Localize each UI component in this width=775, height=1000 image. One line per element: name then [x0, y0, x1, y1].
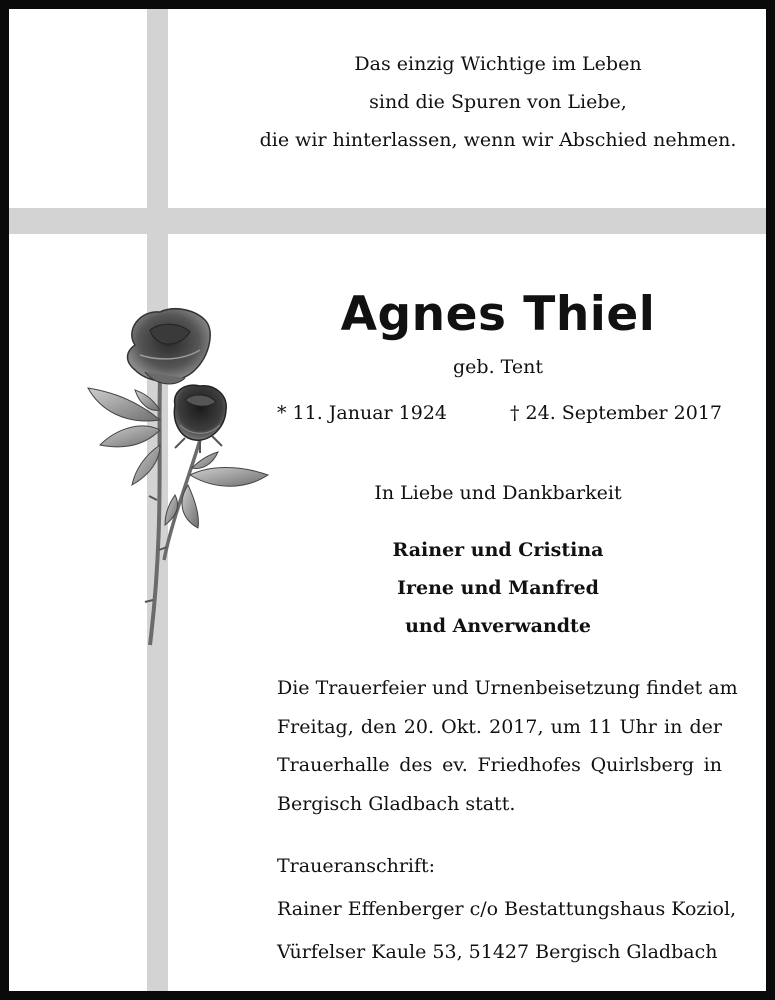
poem-line: sind die Spuren von Liebe,: [369, 91, 627, 113]
poem-line: Das einzig Wichtige im Leben: [354, 53, 642, 75]
mourners-list: [278, 531, 718, 645]
mourning-address: [277, 845, 737, 974]
ceremony-line: Trauerhalle des ev. Friedhofes Quirlsberg in: [277, 754, 722, 776]
ceremony-line: Bergisch Gladbach statt.: [277, 792, 516, 815]
ceremony-notice: [277, 669, 738, 823]
deceased-name: Agnes Thiel: [340, 287, 656, 342]
birth-name: geb. Tent: [453, 356, 543, 378]
ceremony-line: Die Trauerfeier und Urnenbeisetzung findet am: [277, 677, 738, 699]
rose-icon: [80, 300, 280, 660]
address-line: Rainer Effenberger c/o Bestattungshaus Koziol,: [277, 898, 737, 920]
mourner-line: Irene und Manfred: [397, 577, 599, 599]
poem: [248, 45, 748, 159]
death-date: † 24. September 2017: [510, 402, 722, 424]
mourner-line: und Anverwandte: [405, 615, 591, 637]
birth-date: * 11. Januar 1924: [277, 402, 448, 424]
address-label: Traueranschrift:: [277, 855, 436, 877]
ceremony-line: Freitag, den 20. Okt. 2017, um 11 Uhr in der: [277, 715, 722, 738]
poem-line: die wir hinterlassen, wenn wir Abschied nehmen.: [259, 129, 737, 151]
address-line: Vürfelser Kaule 53, 51427 Bergisch Gladbach: [277, 941, 718, 963]
mourner-line: Rainer und Cristina: [392, 539, 604, 561]
cross-horizontal-beam: [9, 208, 766, 234]
mourners-intro: In Liebe und Dankbarkeit: [374, 482, 622, 504]
